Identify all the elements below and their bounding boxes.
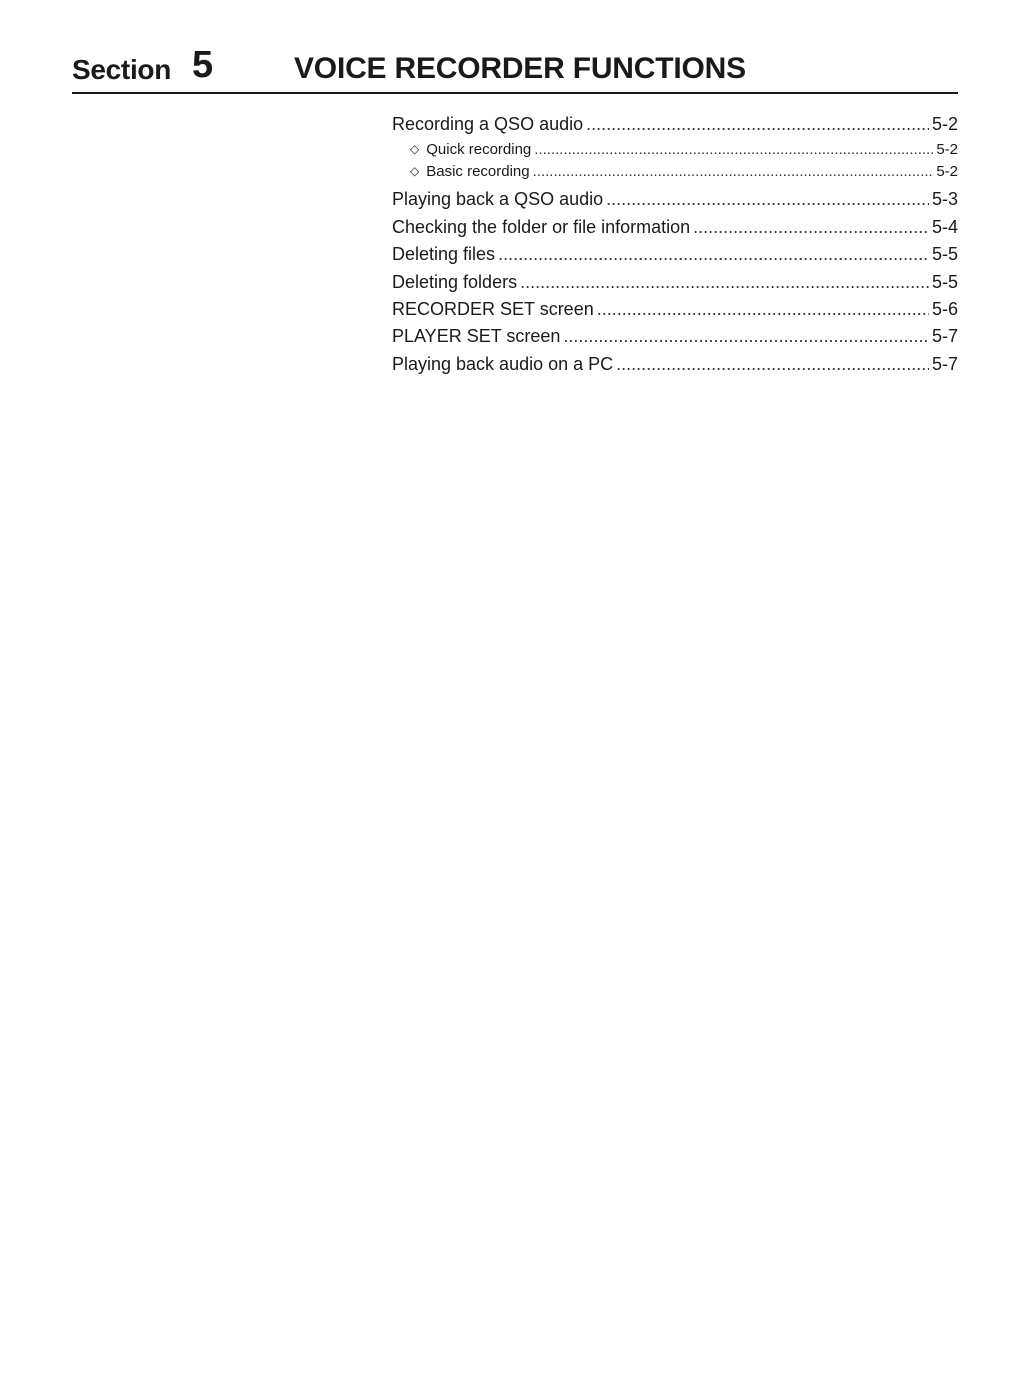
toc-entry-label: Deleting folders [392,271,518,292]
toc-subentry-quick-recording[interactable] [392,141,958,163]
toc-entry-label: Deleting files [392,244,496,265]
toc-entry-page: 5-6 [931,298,958,319]
toc-entry-label: RECORDER SET screen [392,298,594,319]
toc-entry-deleting-folders[interactable] [392,272,958,299]
toc-entry-label: Quick recording [426,141,532,159]
toc-entry-deleting-files[interactable] [392,244,958,271]
section-label: Section [72,54,172,85]
dot-leader [498,244,929,265]
toc-entry-recording-qso-audio[interactable] [392,114,958,141]
toc-entry-label: PLAYER SET screen [392,326,561,347]
toc-entry-page: 5-2 [931,114,958,134]
table-of-contents [392,114,958,381]
toc-entry-label: Basic recording [426,163,530,181]
dot-leader [606,189,929,210]
toc-entry-playing-back-audio-pc[interactable] [392,354,958,381]
dot-leader [586,114,929,135]
toc-entry-playing-back-qso-audio[interactable] [392,189,958,216]
toc-entry-page: 5-7 [931,326,958,347]
toc-entry-page: 5-5 [931,271,958,292]
section-number: 5 [192,44,214,86]
toc-entry-checking-folder-file-info[interactable] [392,217,958,244]
toc-subentry-basic-recording[interactable] [392,163,958,189]
diamond-bullet-icon: ◇ [410,164,420,179]
toc-entry-player-set-screen[interactable] [392,326,958,353]
dot-leader [693,217,929,238]
toc-entry-label: Playing back audio on a PC [392,353,614,374]
toc-entry-recorder-set-screen[interactable] [392,299,958,326]
dot-leader [534,141,933,158]
toc-entry-page: 5-4 [931,216,958,237]
dot-leader [533,163,934,180]
toc-entry-label: Checking the folder or file information [392,216,691,237]
section-header [72,40,958,94]
dot-leader [520,272,929,293]
toc-entry-page: 5-5 [931,244,958,265]
section-title: VOICE RECORDER FUNCTIONS [294,52,746,85]
dot-leader [616,354,929,375]
toc-entry-page: 5-3 [931,189,958,210]
toc-entry-label: Recording a QSO audio [392,114,584,134]
toc-entry-page: 5-7 [931,353,958,374]
dot-leader [563,326,929,347]
toc-entry-label: Playing back a QSO audio [392,189,604,210]
toc-entry-page: 5-2 [936,163,958,181]
diamond-bullet-icon: ◇ [410,142,420,157]
dot-leader [597,299,929,320]
toc-entry-page: 5-2 [936,141,958,159]
